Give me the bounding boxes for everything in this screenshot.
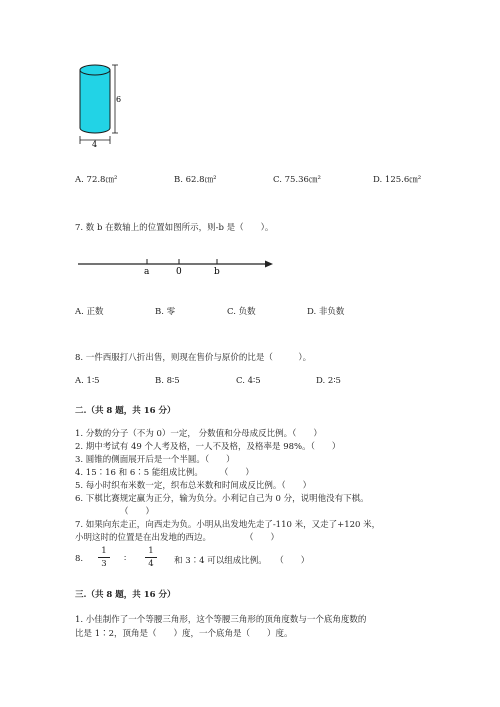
fraction-denominator: 4 <box>148 559 154 569</box>
q8-option-d[interactable]: D. 2∶5 <box>316 376 341 386</box>
ratio-colon: ∶ <box>124 554 127 564</box>
fraction-numerator: 1 <box>101 546 107 556</box>
s2-item-8-suffix: 和 3∶4 可以组成比例。 （ ） <box>174 556 310 566</box>
fraction-one-third <box>98 546 110 569</box>
s2-item-8-prefix: 8. <box>75 554 84 564</box>
q7-option-c[interactable]: C. 负数 <box>227 307 256 317</box>
s2-item-6-answer[interactable]: （ ） <box>120 507 155 517</box>
s2-item-7-cont: 小明这时的位置是在出发地的西边。 （ ） <box>75 533 280 543</box>
fraction-numerator: 1 <box>148 546 154 556</box>
cylinder-top <box>80 65 110 75</box>
cylinder-figure <box>70 56 130 148</box>
s2-item-5: 5. 每小时织布米数一定，织布总米数和时间成反比例。（ ） <box>75 481 312 491</box>
s3-item-1-line-2: 比是 1∶2，顶角是（ ）度，一个底角是（ ）度。 <box>75 629 293 639</box>
q7-option-b[interactable]: B. 零 <box>155 307 176 317</box>
diameter-label: 4 <box>92 140 98 148</box>
q6-option-d[interactable]: D. 125.6㎝² <box>373 175 422 185</box>
section-2-title: 二.（共 8 题，共 16 分） <box>75 406 176 416</box>
s3-item-1-line-1: 1. 小佳制作了一个等腰三角形，这个等腰三角形的顶角度数与一个底角度数的 <box>75 615 367 625</box>
tick-label-b: b <box>214 267 220 277</box>
height-label: 6 <box>116 95 122 104</box>
tick-label-0: 0 <box>176 267 182 277</box>
tick-label-a: a <box>144 267 150 277</box>
q7-stem: 7. 数 b 在数轴上的位置如图所示，则-b 是（ ）。 <box>75 223 274 233</box>
s2-item-4: 4. 15∶16 和 6∶5 能组成比例。 （ ） <box>75 468 254 478</box>
fraction-denominator: 3 <box>101 559 107 569</box>
section-3-title: 三.（共 8 题，共 16 分） <box>75 590 176 600</box>
cylinder-body <box>80 70 110 133</box>
number-line <box>75 256 280 278</box>
q8-stem: 8. 一件西服打八折出售，则现在售价与原价的比是（ ）。 <box>75 353 312 363</box>
q7-option-d[interactable]: D. 非负数 <box>307 307 345 317</box>
fraction-one-fourth <box>145 546 157 569</box>
q7-option-a[interactable]: A. 正数 <box>75 307 104 317</box>
q8-option-b[interactable]: B. 8∶5 <box>155 376 180 386</box>
q6-option-a[interactable]: A. 72.8㎝² <box>75 175 118 185</box>
s2-item-7: 7. 如果向东走正，向西走为负。小明从出发地先走了-110 米，又走了+120 米， <box>75 520 381 530</box>
s2-item-2: 2. 期中考试有 49 个人考及格，一人不及格，及格率是 98%。（ ） <box>75 442 341 452</box>
q6-option-b[interactable]: B. 62.8㎝² <box>174 175 217 185</box>
q6-option-c[interactable]: C. 75.36㎝² <box>273 175 321 185</box>
number-line-arrow-icon <box>265 261 273 268</box>
s2-item-1: 1. 分数的分子（不为 0）一定， 分数值和分母成反比例。（ ） <box>75 429 322 439</box>
q8-option-c[interactable]: C. 4∶5 <box>236 376 261 386</box>
s2-item-6: 6. 下棋比赛规定赢为正分，输为负分。小利记自己为 0 分，说明他没有下棋。 <box>75 494 369 504</box>
s2-item-3: 3. 圆锥的侧面展开后是一个半圆。（ ） <box>75 455 235 465</box>
q8-option-a[interactable]: A. 1∶5 <box>75 376 100 386</box>
